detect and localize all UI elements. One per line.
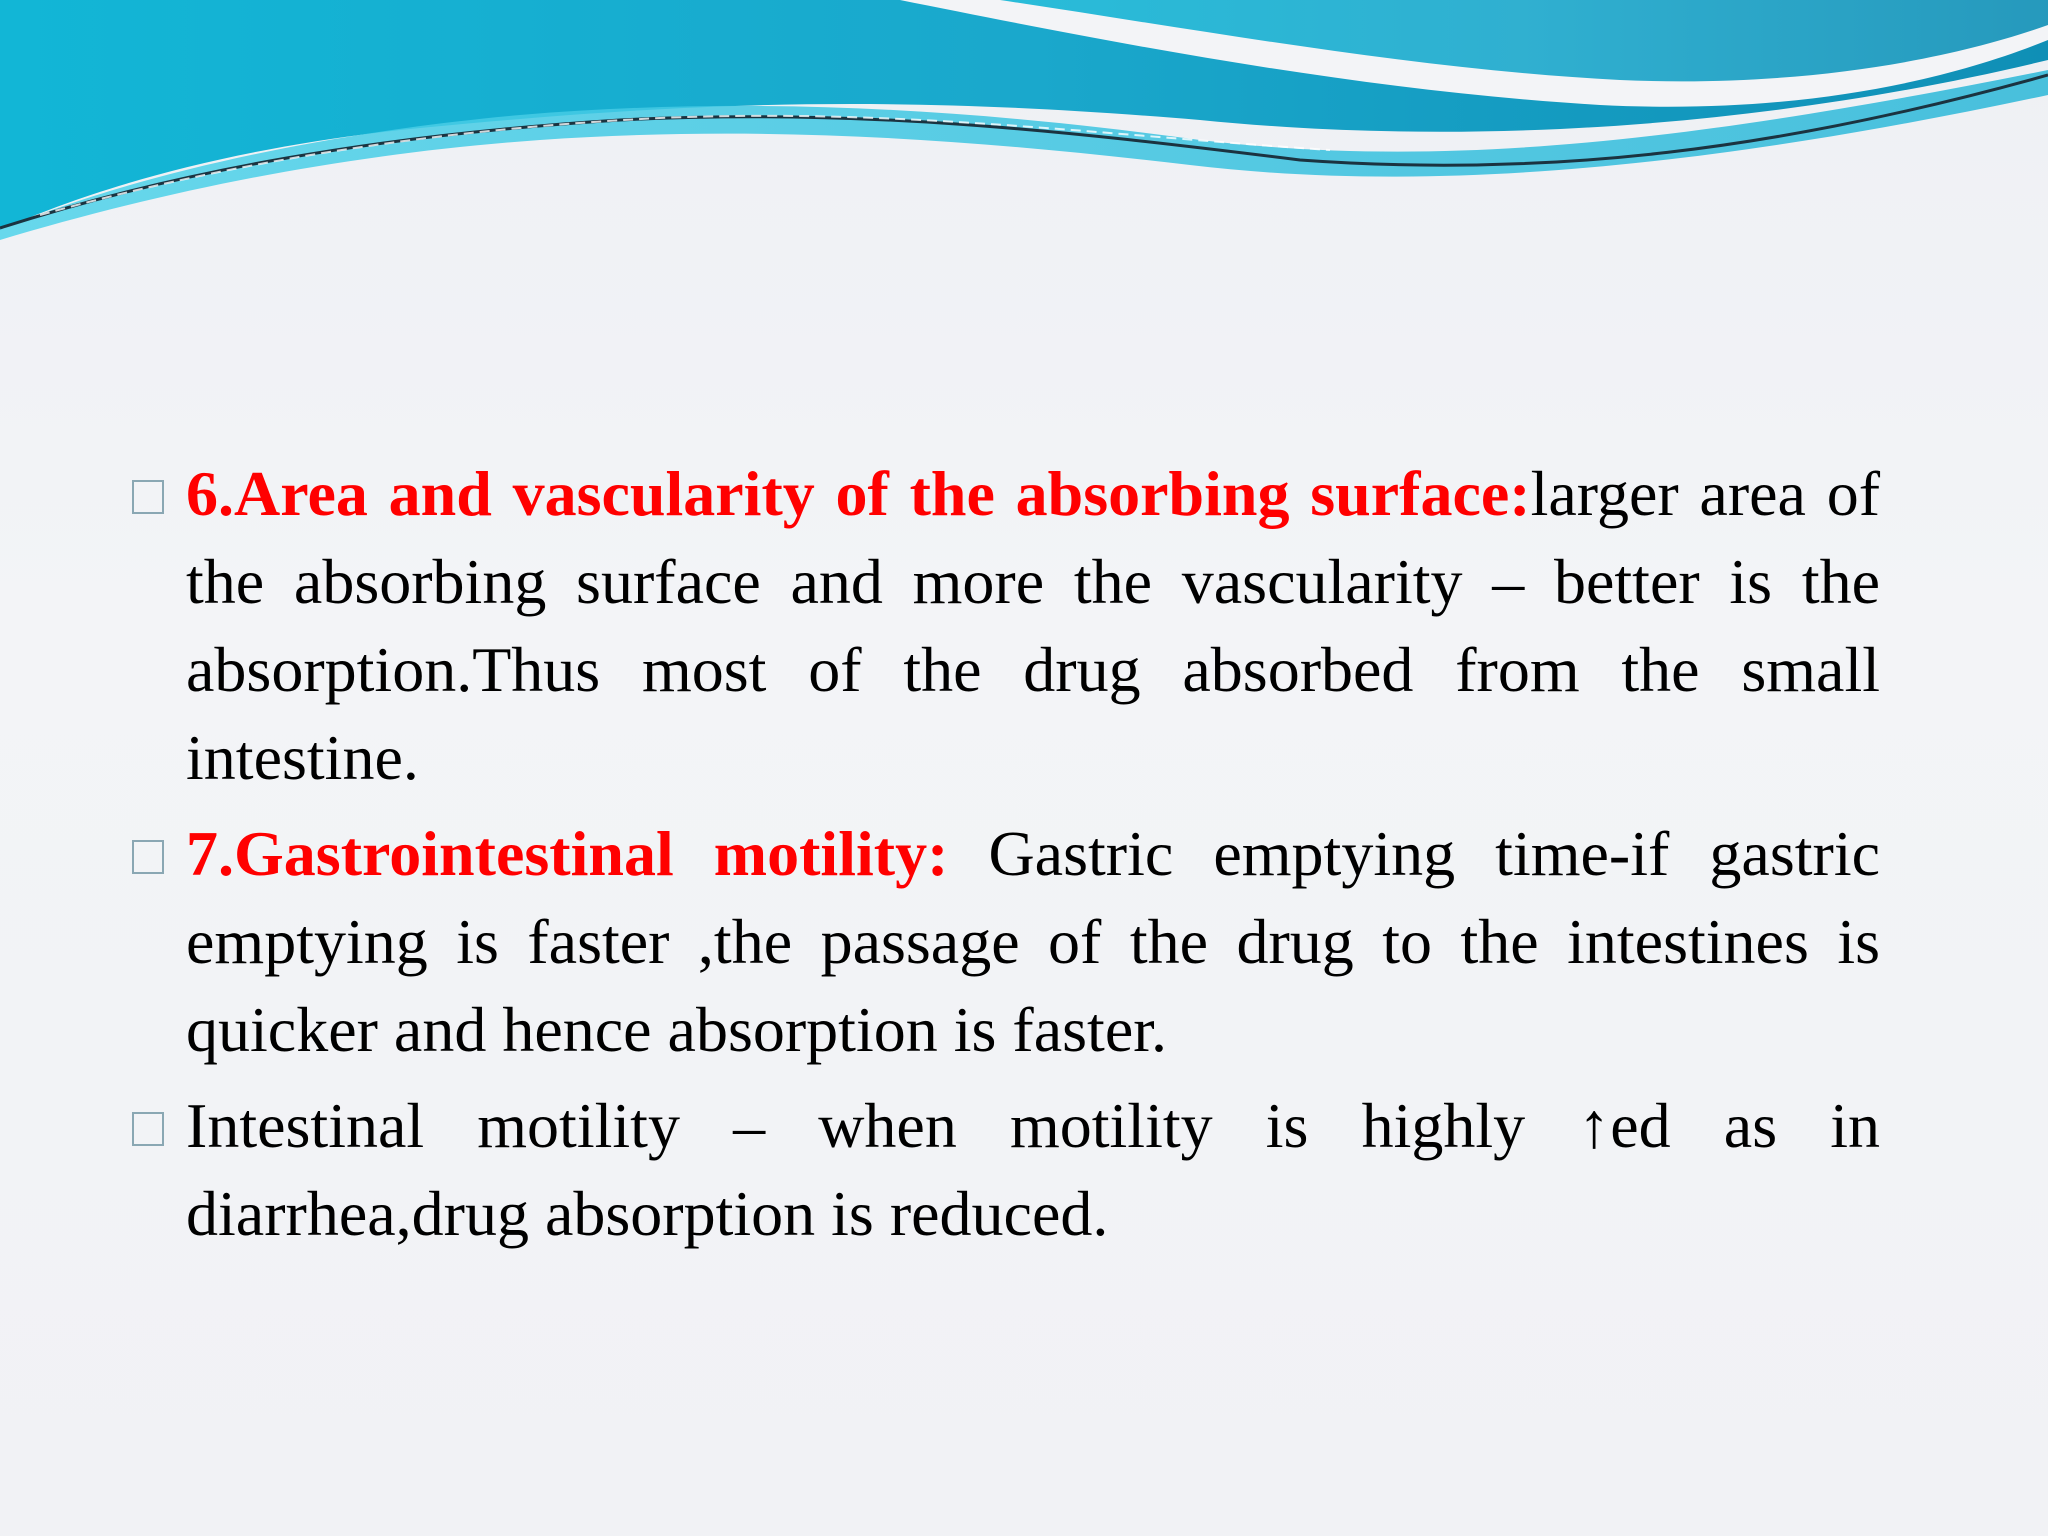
bullet-body: larger area of the absorbing surface and more the vascularity – better is the absorption.Thus most of the drug absorbed from the small intestine.: [186, 458, 1880, 793]
bullet-body: Intestinal motility – when motility is highly ↑ed as in diarrhea,drug absorption is reduced.: [186, 1090, 1880, 1249]
bullet-box-icon: [132, 480, 164, 514]
bullet-heading: 6.Area and vascularity of the absorbing surface:: [186, 458, 1531, 529]
bullet-list: [130, 450, 1880, 1258]
bullet-box-icon: [132, 1112, 164, 1146]
bullet-box-icon: [132, 840, 164, 874]
header-wave-decoration: [0, 0, 2048, 240]
bullet-item-intestinal-motility: [130, 1082, 1880, 1258]
bullet-heading: 7.Gastrointestinal motility:: [186, 818, 949, 889]
bullet-item-area-vascularity: [130, 450, 1880, 802]
bullet-body: Gastric emptying time-if gastric emptying is faster ,the passage of the drug to the intestines is quicker and hence absorption is faster.: [186, 818, 1881, 1065]
bullet-item-gi-motility: [130, 810, 1880, 1074]
